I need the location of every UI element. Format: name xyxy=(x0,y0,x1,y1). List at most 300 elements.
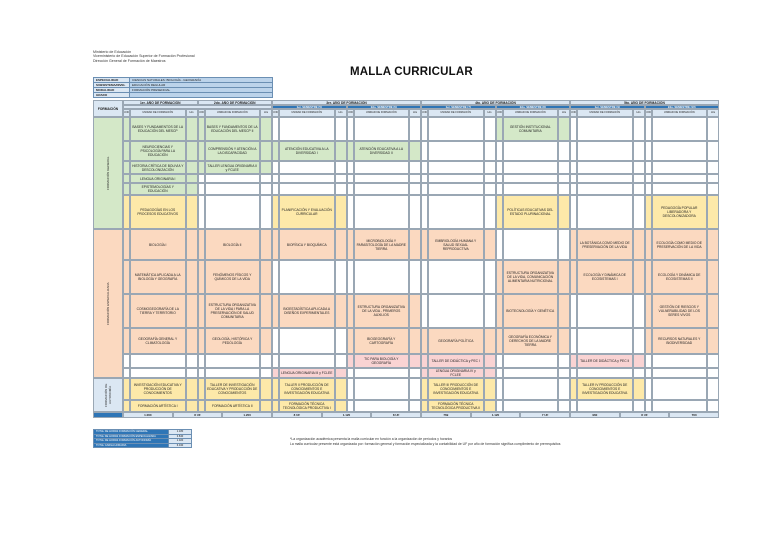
cell-code xyxy=(272,183,279,195)
cell-code xyxy=(570,294,577,328)
unit-cell: GESTIÓN INSTITUCIONAL COMUNITARIA xyxy=(503,117,559,141)
cell-code xyxy=(645,174,652,183)
cell-code xyxy=(272,229,279,260)
col-header-unit: UNIDAD DE FORMACIÓN xyxy=(130,109,186,117)
cell-code xyxy=(123,174,130,183)
hours-cell xyxy=(260,195,272,229)
hours-cell xyxy=(409,141,421,161)
hours-cell xyxy=(335,354,347,368)
unit-cell xyxy=(652,354,708,368)
col-header-hours: Hrs xyxy=(558,109,570,117)
hours-cell xyxy=(335,294,347,328)
hours-cell xyxy=(335,328,347,354)
semester-header: 1er. SEMESTRE (5) xyxy=(272,105,347,109)
hours-cell xyxy=(707,117,719,141)
unit-cell xyxy=(652,161,708,174)
hours-cell xyxy=(260,260,272,294)
unit-cell: ATENCIÓN EDUCATIVA A LA DIVERSIDAD I xyxy=(279,141,335,161)
total-cell: 1.120 xyxy=(322,412,372,418)
col-header-hours: Hrs xyxy=(335,109,347,117)
unit-cell xyxy=(205,195,261,229)
cell-code xyxy=(123,229,130,260)
unit-cell: GESTIÓN DE RIESGOS Y VULNERABILIDAD DE LOS SERES VIVOS xyxy=(652,294,708,328)
hours-cell xyxy=(260,117,272,141)
unit-cell xyxy=(205,174,261,183)
hours-cell xyxy=(335,368,347,378)
cell-code xyxy=(421,354,428,368)
total-cell: 1.120 xyxy=(471,412,521,418)
cell-code xyxy=(272,174,279,183)
summary-value: 1.020 xyxy=(169,439,192,444)
hours-cell xyxy=(335,174,347,183)
hours-cell xyxy=(707,400,719,412)
unit-cell xyxy=(354,260,410,294)
cell-code xyxy=(645,400,652,412)
cell-code xyxy=(645,141,652,161)
unit-cell: MATEMÁTICA APLICADA A LA BIOLOGÍA Y GEOGRAFÍA xyxy=(130,260,186,294)
hours-cell xyxy=(409,117,421,141)
summary-value: 6.040 xyxy=(169,443,192,448)
cell-code xyxy=(347,161,354,174)
unit-cell: NEUROCIENCIAS Y PSICOLOGÍA PARA LA EDUCACIÓN xyxy=(130,141,186,161)
cell-code xyxy=(272,378,279,400)
hours-cell xyxy=(335,183,347,195)
unit-cell: POLÍTICAS EDUCATIVAS DEL ESTADO PLURINACIONAL xyxy=(503,195,559,229)
unit-cell xyxy=(503,141,559,161)
unit-cell xyxy=(428,141,484,161)
hours-cell xyxy=(707,378,719,400)
cell-code xyxy=(272,328,279,354)
cell-code xyxy=(347,174,354,183)
unit-cell: FORMACIÓN ARTÍSTICA I xyxy=(130,400,186,412)
hours-cell xyxy=(409,368,421,378)
unit-cell xyxy=(577,141,633,161)
cell-code xyxy=(570,183,577,195)
cell-code xyxy=(421,195,428,229)
unit-cell: TALLER DE DIDÁCTICA y PEC II xyxy=(577,354,633,368)
unit-cell xyxy=(354,195,410,229)
unit-cell xyxy=(577,161,633,174)
hours-cell xyxy=(633,141,645,161)
cell-code xyxy=(198,229,205,260)
total-cell: 960 xyxy=(570,412,620,418)
unit-cell xyxy=(503,378,559,400)
cell-code xyxy=(198,260,205,294)
side-label: FORMACIÓN DE AUTONOMÍA xyxy=(93,378,123,412)
hours-cell xyxy=(186,195,198,229)
unit-cell xyxy=(577,117,633,141)
hours-cell xyxy=(186,260,198,294)
hours-cell xyxy=(186,141,198,161)
hours-cell xyxy=(484,161,496,174)
unit-cell: GEOGRAFÍA ECONÓMICA Y DERECHOS DE LA MADRE TIERRA xyxy=(503,328,559,354)
hours-cell xyxy=(633,183,645,195)
summary-value: 3.840 xyxy=(169,434,192,439)
col-header-hours: Hrs xyxy=(707,109,719,117)
cell-code xyxy=(421,174,428,183)
footnote: La malla curricular presente está organizada por: formación general y formación especializada y la contabilidad de UF por año de formación significa cumplimiento de prerrequisitos xyxy=(290,442,561,446)
unit-cell: BIOTECNOLOGÍA Y GENÉTICA xyxy=(503,294,559,328)
cell-code xyxy=(272,260,279,294)
hours-cell xyxy=(707,260,719,294)
hours-cell xyxy=(707,141,719,161)
unit-cell xyxy=(205,183,261,195)
cell-code xyxy=(645,117,652,141)
cell-code xyxy=(421,378,428,400)
cell-code xyxy=(347,378,354,400)
cell-code xyxy=(421,161,428,174)
viceministry-line: Viceministerio de Educación Superior de Formación Profesional xyxy=(93,54,195,59)
cell-code xyxy=(272,400,279,412)
unit-cell xyxy=(652,174,708,183)
hours-cell xyxy=(186,354,198,368)
semester-header: 2do. SEMESTRE (10) xyxy=(645,105,720,109)
cell-code xyxy=(496,260,503,294)
hours-cell xyxy=(409,229,421,260)
hours-cell xyxy=(484,294,496,328)
cell-code xyxy=(570,174,577,183)
unit-cell xyxy=(205,354,261,368)
hours-cell xyxy=(335,260,347,294)
formation-header: FORMACIÓN xyxy=(93,100,123,117)
hours-cell xyxy=(260,400,272,412)
cell-code xyxy=(347,354,354,368)
unit-cell xyxy=(279,260,335,294)
unit-cell xyxy=(577,368,633,378)
cell-code xyxy=(272,195,279,229)
unit-cell: PEDAGOGÍA POPULAR LIBERADORA Y DESCOLONIZADORA xyxy=(652,195,708,229)
hours-cell xyxy=(260,294,272,328)
footnote: *La organización académica presenta la malla curricular en función a la organización de períodos y horarios xyxy=(290,437,453,441)
cell-code xyxy=(347,141,354,161)
total-cell: 8 UF xyxy=(173,412,223,418)
unit-cell xyxy=(652,117,708,141)
unit-cell: COSMOGEOGRAFÍA DE LA TIERRA Y TERRITORIO xyxy=(130,294,186,328)
hours-cell xyxy=(558,117,570,141)
cell-code xyxy=(496,328,503,354)
cell-code xyxy=(123,328,130,354)
unit-cell: ECOLOGÍA COMO MEDIO DE PRESERVACIÓN DE LA VIDA xyxy=(652,229,708,260)
unit-cell xyxy=(279,183,335,195)
cell-code xyxy=(421,400,428,412)
cell-code xyxy=(570,260,577,294)
unit-cell xyxy=(279,354,335,368)
unit-cell: FORMACIÓN TÉCNICA TECNOLÓGICA PRODUCTIVA I xyxy=(279,400,335,412)
unit-cell xyxy=(577,195,633,229)
hours-cell xyxy=(484,183,496,195)
unit-cell xyxy=(652,141,708,161)
unit-cell: TALLER IV PRODUCCIÓN DE CONOCIMIENTOS E INVESTIGACIÓN EDUCATIVA xyxy=(577,378,633,400)
hours-cell xyxy=(186,368,198,378)
summary-table xyxy=(93,429,192,448)
total-cell: 8 UF xyxy=(620,412,670,418)
hours-cell xyxy=(484,229,496,260)
unit-cell: TALLER II PRODUCCIÓN DE CONOCIMIENTOS E INVESTIGACIÓN EDUCATIVA xyxy=(279,378,335,400)
hours-cell xyxy=(484,368,496,378)
hours-cell xyxy=(707,368,719,378)
unit-cell: FORMACIÓN TÉCNICA TECNOLÓGICA PRODUCTIVA II xyxy=(428,400,484,412)
cell-code xyxy=(272,354,279,368)
hours-cell xyxy=(409,174,421,183)
col-header-hours: Hrs xyxy=(260,109,272,117)
hours-cell xyxy=(707,229,719,260)
cell-code xyxy=(198,378,205,400)
col-header-cod: COD xyxy=(347,109,354,117)
unit-cell xyxy=(130,368,186,378)
hours-cell xyxy=(186,328,198,354)
cell-code xyxy=(570,400,577,412)
hours-cell xyxy=(558,368,570,378)
hours-cell xyxy=(558,229,570,260)
cell-code xyxy=(421,141,428,161)
cell-code xyxy=(272,368,279,378)
cell-code xyxy=(123,294,130,328)
col-header-cod: COD xyxy=(421,109,428,117)
meta-row xyxy=(94,93,273,98)
cell-code xyxy=(198,174,205,183)
col-header-unit: UNIDAD DE FORMACIÓN xyxy=(577,109,633,117)
cell-code xyxy=(645,294,652,328)
unit-cell: LENGUA ORIGINARIA III y FCLEE xyxy=(279,368,335,378)
unit-cell xyxy=(428,260,484,294)
hours-cell xyxy=(260,161,272,174)
total-cell: 760 xyxy=(669,412,719,418)
unit-cell xyxy=(354,183,410,195)
cell-code xyxy=(198,141,205,161)
meta-value xyxy=(130,93,273,98)
unit-cell: GEOLOGÍA, HISTÓRICA Y PEDOLOGÍA xyxy=(205,328,261,354)
summary-key: TOTAL DE HORAS FORMACIÓN AUTONOMÍA xyxy=(94,439,169,444)
year-header: 1er. AÑO DE FORMACIÓN xyxy=(123,100,198,105)
cell-code xyxy=(570,229,577,260)
total-cell: 1.060 xyxy=(123,412,173,418)
unit-cell: FENÓMENOS FÍSICOS Y QUÍMICOS DE LA VIDA xyxy=(205,260,261,294)
cell-code xyxy=(272,161,279,174)
cell-code xyxy=(347,368,354,378)
cell-code xyxy=(570,117,577,141)
cell-code xyxy=(198,117,205,141)
unit-cell xyxy=(354,378,410,400)
unit-cell xyxy=(652,400,708,412)
year-header: 4to. AÑO DE FORMACIÓN xyxy=(421,100,570,105)
hours-cell xyxy=(186,183,198,195)
unit-cell xyxy=(503,174,559,183)
cell-code xyxy=(198,354,205,368)
hours-cell xyxy=(633,378,645,400)
cell-code xyxy=(496,400,503,412)
summary-key: TOTAL DE HORAS FORMACIÓN GENERAL xyxy=(94,430,169,435)
hours-cell xyxy=(558,183,570,195)
meta-table xyxy=(93,77,273,98)
unit-cell xyxy=(354,174,410,183)
unit-cell: EPISTEMOLOGÍAS Y EDUCACIÓN xyxy=(130,183,186,195)
unit-cell: ECOLOGÍA Y DINÁMICA DE ECOSISTEMAS I xyxy=(577,260,633,294)
unit-cell: BIOGEOGRAFÍA Y CARTOGRAFÍA xyxy=(354,328,410,354)
meta-value: CIENCIAS NATURALES: BIOLOGÍA - GEOGRAFÍA xyxy=(130,78,273,83)
col-header-cod: COD xyxy=(645,109,652,117)
unit-cell: TALLER LENGUA ORIGINARIA II y FCLEE xyxy=(205,161,261,174)
hours-cell xyxy=(409,195,421,229)
hours-cell xyxy=(186,400,198,412)
cell-code xyxy=(347,183,354,195)
hours-cell xyxy=(409,161,421,174)
col-header-unit: UNIDAD DE FORMACIÓN xyxy=(503,109,559,117)
unit-cell xyxy=(577,328,633,354)
cell-code xyxy=(496,195,503,229)
side-label: FORMACIÓN GENERAL xyxy=(93,117,123,229)
unit-cell xyxy=(279,174,335,183)
hours-cell xyxy=(409,400,421,412)
unit-cell: LENGUA ORIGINARIA I xyxy=(130,174,186,183)
cell-code xyxy=(347,400,354,412)
unit-cell xyxy=(428,174,484,183)
total-cell: 769 xyxy=(421,412,471,418)
hours-cell xyxy=(707,161,719,174)
unit-cell: RECURSOS NATURALES Y BIODIVERSIDAD xyxy=(652,328,708,354)
unit-cell: ESTRUCTURA ORGANIZATIVA DE LA VIDA - PRIMEROS AUXILIOS xyxy=(354,294,410,328)
unit-cell xyxy=(577,400,633,412)
unit-cell xyxy=(279,328,335,354)
unit-cell xyxy=(652,368,708,378)
hours-cell xyxy=(335,141,347,161)
year-header: 2do. AÑO DE FORMACIÓN xyxy=(198,100,273,105)
hours-cell xyxy=(484,174,496,183)
hours-cell xyxy=(633,294,645,328)
cell-code xyxy=(421,183,428,195)
cell-code xyxy=(570,378,577,400)
cell-code xyxy=(645,195,652,229)
hours-cell xyxy=(335,195,347,229)
unit-cell xyxy=(503,400,559,412)
unit-cell: ESTRUCTURA ORGANIZATIVA DE LA VIDA I PARA LA PRESERVACIÓN DE SALUD COMUNITARIA xyxy=(205,294,261,328)
hours-cell xyxy=(558,328,570,354)
semester-header: 2do. SEMESTRE (8) xyxy=(496,105,571,109)
cell-code xyxy=(123,400,130,412)
hours-cell xyxy=(335,229,347,260)
hours-cell xyxy=(335,378,347,400)
hours-cell xyxy=(558,378,570,400)
meta-key: GRADO xyxy=(94,93,130,98)
unit-cell: LENGUA ORIGINARIA IV y FCLEE xyxy=(428,368,484,378)
hours-cell xyxy=(707,195,719,229)
cell-code xyxy=(123,183,130,195)
cell-code xyxy=(123,117,130,141)
unit-cell xyxy=(577,174,633,183)
col-header-unit: UNIDAD DE FORMACIÓN xyxy=(354,109,410,117)
unit-cell: BIOFÍSICA Y BIOQUÍMICA xyxy=(279,229,335,260)
hours-cell xyxy=(707,354,719,368)
unit-cell xyxy=(503,161,559,174)
unit-cell: PLANIFICACIÓN Y EVALUACIÓN CURRICULAR xyxy=(279,195,335,229)
unit-cell: TIC PARA BIOLOGÍA Y GEOGRAFÍA xyxy=(354,354,410,368)
cell-code xyxy=(123,354,130,368)
hours-cell xyxy=(409,260,421,294)
cell-code xyxy=(496,229,503,260)
unit-cell: EMBRIOLOGÍA HUMANA Y SALUD SEXUAL REPRODUCTIVA xyxy=(428,229,484,260)
hours-cell xyxy=(260,368,272,378)
cell-code xyxy=(645,368,652,378)
hours-cell xyxy=(633,260,645,294)
hours-cell xyxy=(633,117,645,141)
col-header-hours: Hrs xyxy=(633,109,645,117)
hours-cell xyxy=(335,161,347,174)
ministry-header xyxy=(93,50,195,63)
col-header-cod: COD xyxy=(198,109,205,117)
hours-cell xyxy=(186,174,198,183)
cell-code xyxy=(421,328,428,354)
unit-cell: BASES Y FUNDAMENTOS DE LA EDUCACIÓN DEL MESCP II xyxy=(205,117,261,141)
total-cell: 1.200 xyxy=(222,412,272,418)
cell-code xyxy=(123,378,130,400)
cell-code xyxy=(347,260,354,294)
cell-code xyxy=(645,328,652,354)
unit-cell xyxy=(354,117,410,141)
unit-cell: PEDAGOGÍAS EN LOS PROCESOS EDUCATIVOS xyxy=(130,195,186,229)
unit-cell xyxy=(428,294,484,328)
hours-cell xyxy=(484,260,496,294)
semester-header: 1er. SEMESTRE (9) xyxy=(570,105,645,109)
unit-cell xyxy=(354,400,410,412)
cell-code xyxy=(123,161,130,174)
hours-cell xyxy=(558,161,570,174)
cell-code xyxy=(496,183,503,195)
unit-cell: BIOESTADÍSTICA APLICADA A DISEÑOS EXPERIMENTALES xyxy=(279,294,335,328)
unit-cell xyxy=(354,368,410,378)
unit-cell xyxy=(279,117,335,141)
unit-cell: LA BOTÁNICA COMO MEDIO DE PRESERVACIÓN DE LA VIDA xyxy=(577,229,633,260)
hours-cell xyxy=(484,378,496,400)
unit-cell: TALLER DE INVESTIGACIÓN EDUCATIVA Y PRODUCCIÓN DE CONOCIMIENTOS xyxy=(205,378,261,400)
hours-cell xyxy=(633,195,645,229)
hours-cell xyxy=(186,229,198,260)
unit-cell: GEOGRAFÍA POLÍTICA xyxy=(428,328,484,354)
hours-cell xyxy=(558,195,570,229)
hours-cell xyxy=(186,378,198,400)
semester-header: 2do. SEMESTRE (6) xyxy=(347,105,422,109)
hours-cell xyxy=(558,141,570,161)
hours-cell xyxy=(186,294,198,328)
hours-cell xyxy=(260,354,272,368)
hours-cell xyxy=(409,328,421,354)
cell-code xyxy=(272,117,279,141)
cell-code xyxy=(123,141,130,161)
hours-cell xyxy=(260,183,272,195)
meta-key: SUBSISTEMA/NIVEL xyxy=(94,83,130,88)
hours-cell xyxy=(484,141,496,161)
cell-code xyxy=(272,141,279,161)
cell-code xyxy=(645,378,652,400)
unit-cell: ECOLOGÍA Y DINÁMICA DE ECOSISTEMAS II xyxy=(652,260,708,294)
cell-code xyxy=(496,117,503,141)
cell-code xyxy=(645,161,652,174)
col-header-hours: Hrs xyxy=(409,109,421,117)
cell-code xyxy=(496,368,503,378)
unit-cell: FORMACIÓN ARTÍSTICA II xyxy=(205,400,261,412)
unit-cell xyxy=(652,183,708,195)
cell-code xyxy=(645,229,652,260)
unit-cell: MICROBIOLOGÍA Y PARASITOLOGÍA DE LA MADRE TIERRA xyxy=(354,229,410,260)
hours-cell xyxy=(484,195,496,229)
cell-code xyxy=(645,183,652,195)
cell-code xyxy=(570,328,577,354)
unit-cell: ESTRUCTURA ORGANIZATIVA DE LA VIDA, COMUNICACIÓN ALIMENTARIA NUTRICIONAL xyxy=(503,260,559,294)
cell-code xyxy=(496,294,503,328)
cell-code xyxy=(198,294,205,328)
cell-code xyxy=(645,260,652,294)
ministry-line: Ministerio de Educación xyxy=(93,50,132,54)
unit-cell xyxy=(428,117,484,141)
summary-key: TOTAL CARGA HORARIA xyxy=(94,443,169,448)
